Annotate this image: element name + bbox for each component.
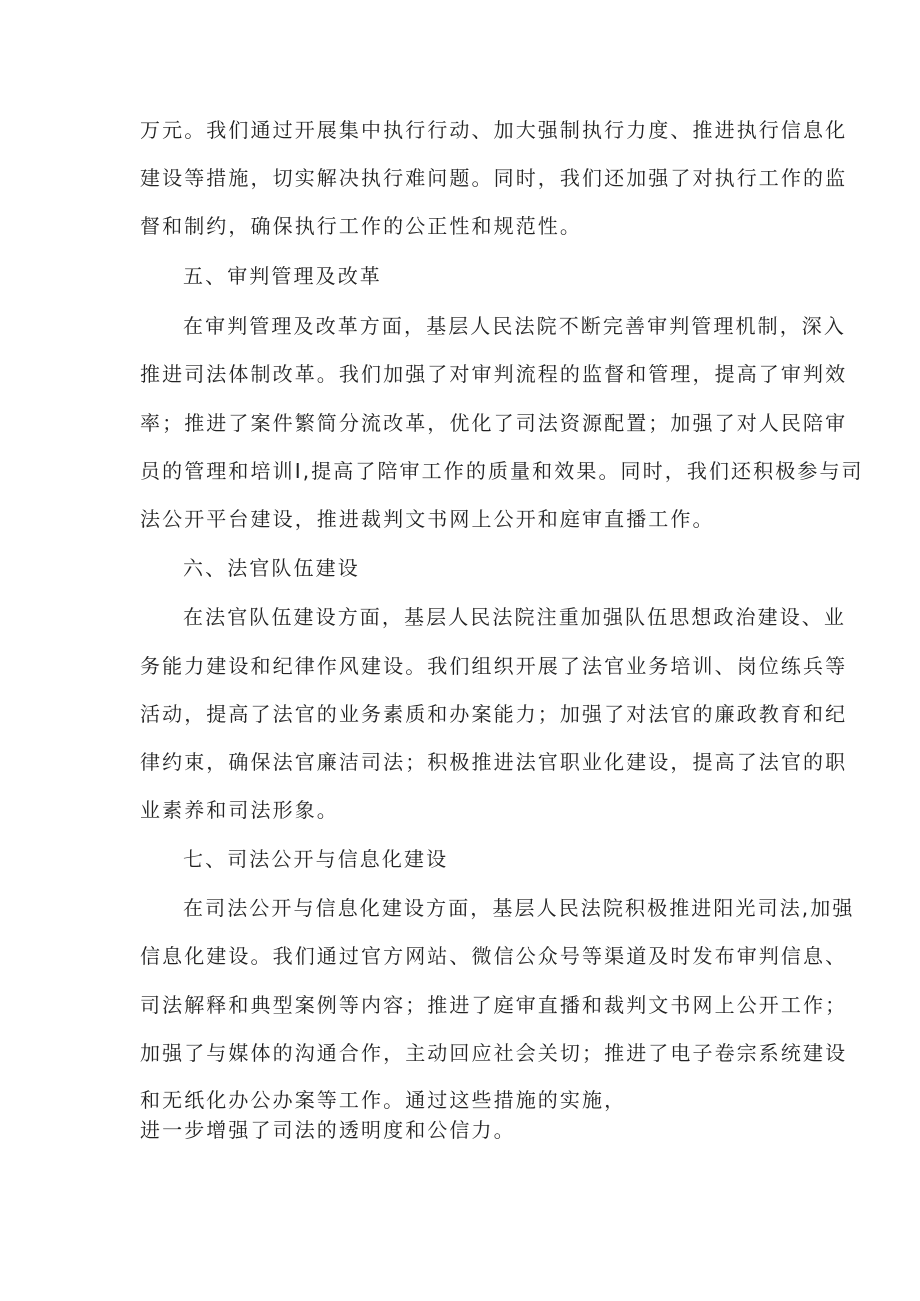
paragraph-line: 建设等措施，切实解决执行难问题。同时，我们还加强了对执行工作的监 bbox=[140, 166, 848, 190]
paragraph-line: 律约束，确保法官廉洁司法；积极推进法官职业化建设，提高了法官的职 bbox=[140, 750, 848, 774]
paragraph-line: 率；推进了案件繁简分流改革，优化了司法资源配置；加强了对人民陪审 bbox=[140, 411, 848, 435]
section-heading-6: 六、法官队伍建设 bbox=[183, 556, 360, 580]
paragraph-line: 务能力建设和纪律作风建设。我们组织开展了法官业务培训、岗位练兵等 bbox=[140, 654, 848, 678]
section-heading-7: 七、司法公开与信息化建设 bbox=[183, 847, 449, 871]
paragraph-line: 加强了与媒体的沟通合作，主动回应社会关切；推进了电子卷宗系统建设 bbox=[140, 1041, 848, 1065]
paragraph-line: 法公开平台建设，推进裁判文书网上公开和庭审直播工作。 bbox=[140, 507, 715, 531]
paragraph-line: 在司法公开与信息化建设方面，基层人民法院积极推进阳光司法,加强 bbox=[183, 896, 855, 920]
paragraph-line: 督和制约，确保执行工作的公正性和规范性。 bbox=[140, 214, 582, 238]
paragraph-line: 司法解释和典型案例等内容；推进了庭审直播和裁判文书网上公开工作； bbox=[140, 993, 848, 1017]
paragraph-line: 进一步增强了司法的透明度和公信力。 bbox=[140, 1118, 516, 1142]
paragraph-line: 推进司法体制改革。我们加强了对审判流程的监督和管理，提高了审判效 bbox=[140, 362, 848, 386]
section-heading-5: 五、审判管理及改革 bbox=[183, 264, 382, 288]
paragraph-line: 万元。我们通过开展集中执行行动、加大强制执行力度、推进执行信息化 bbox=[140, 118, 848, 142]
paragraph-line: 信息化建设。我们通过官方网站、微信公众号等渠道及时发布审判信息、 bbox=[140, 944, 848, 968]
paragraph-line: 活动，提高了法官的业务素质和办案能力；加强了对法官的廉政教育和纪 bbox=[140, 702, 848, 726]
paragraph-line: 在审判管理及改革方面，基层人民法院不断完善审判管理机制，深入 bbox=[183, 314, 846, 338]
paragraph-line: 员的管理和培训I,提高了陪审工作的质量和效果。同时，我们还积极参与司 bbox=[140, 459, 864, 483]
paragraph-line: 和无纸化办公办案等工作。通过这些措施的实施， bbox=[140, 1088, 627, 1112]
paragraph-line: 在法官队伍建设方面，基层人民法院注重加强队伍思想政治建设、业 bbox=[183, 605, 846, 629]
paragraph-line: 业素养和司法形象。 bbox=[140, 798, 339, 822]
